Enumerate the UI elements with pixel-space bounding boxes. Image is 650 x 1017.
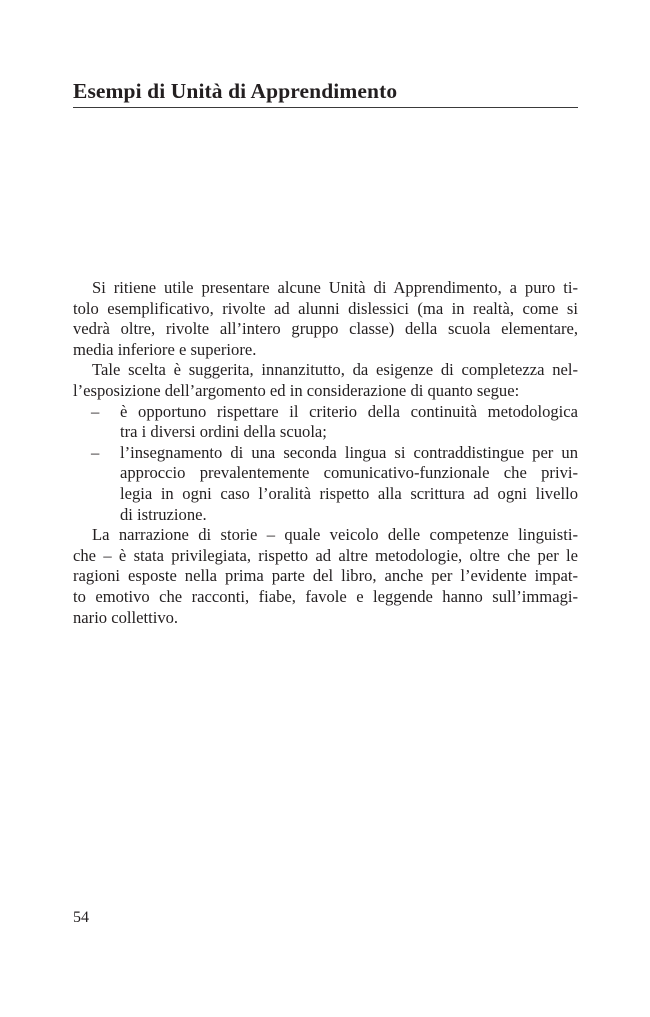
text-line: l’esposizione dell’argomento ed in considerazione di quanto segue: (73, 380, 520, 400)
text-line: è opportuno rispettare il criterio della continuità metodologica (120, 401, 578, 421)
text-line: Si ritiene utile presentare alcune Unità di Apprendimento, a puro ti- (92, 278, 578, 297)
text-line: legia in ogni caso l’oralità rispetto alla scrittura ad ogni livello (120, 483, 578, 503)
text-line: approccio prevalentemente comunicativo-funzionale che privi- (120, 463, 578, 483)
text-line: tolo esemplificativo, rivolte ad alunni dislessici (ma in realtà, come si (73, 298, 578, 318)
book-page (73, 0, 578, 1017)
dash-bullet-icon: – (91, 442, 100, 462)
text-line: La narrazione di storie – quale veicolo delle competenze linguisti- (92, 525, 578, 545)
text-line: media inferiore e superiore. (73, 339, 257, 359)
chapter-header (73, 78, 578, 108)
text-line: ragioni esposte nella prima parte del libro, anche per l’evidente impat- (73, 566, 578, 586)
paragraph-rationale (73, 360, 578, 401)
text-line: l’insegnamento di una seconda lingua si contraddistingue per un (120, 442, 578, 462)
dash-bullet-icon: – (91, 401, 100, 421)
text-line: di istruzione. (120, 504, 207, 524)
text-line: che – è stata privilegiata, rispetto ad altre metodologie, oltre che per le (73, 545, 578, 565)
text-line: vedrà oltre, rivolte all’intero gruppo classe) della scuola elementare, (73, 319, 578, 339)
list-item (73, 402, 578, 443)
page-number: 54 (73, 909, 89, 926)
list-item (73, 443, 578, 525)
text-line: to emotivo che racconti, fiabe, favole e leggende hanno sull’immagi- (73, 586, 578, 606)
chapter-title: Esempi di Unità di Apprendimento (73, 79, 398, 103)
body-text (73, 278, 578, 628)
paragraph-intro (73, 278, 578, 360)
text-line: Tale scelta è suggerita, innanzitutto, da esigenze di completezza nel- (92, 360, 578, 380)
rationale-list (73, 402, 578, 526)
text-line: tra i diversi ordini della scuola; (120, 422, 327, 442)
paragraph-storytelling (73, 525, 578, 628)
text-line: nario collettivo. (73, 607, 179, 627)
